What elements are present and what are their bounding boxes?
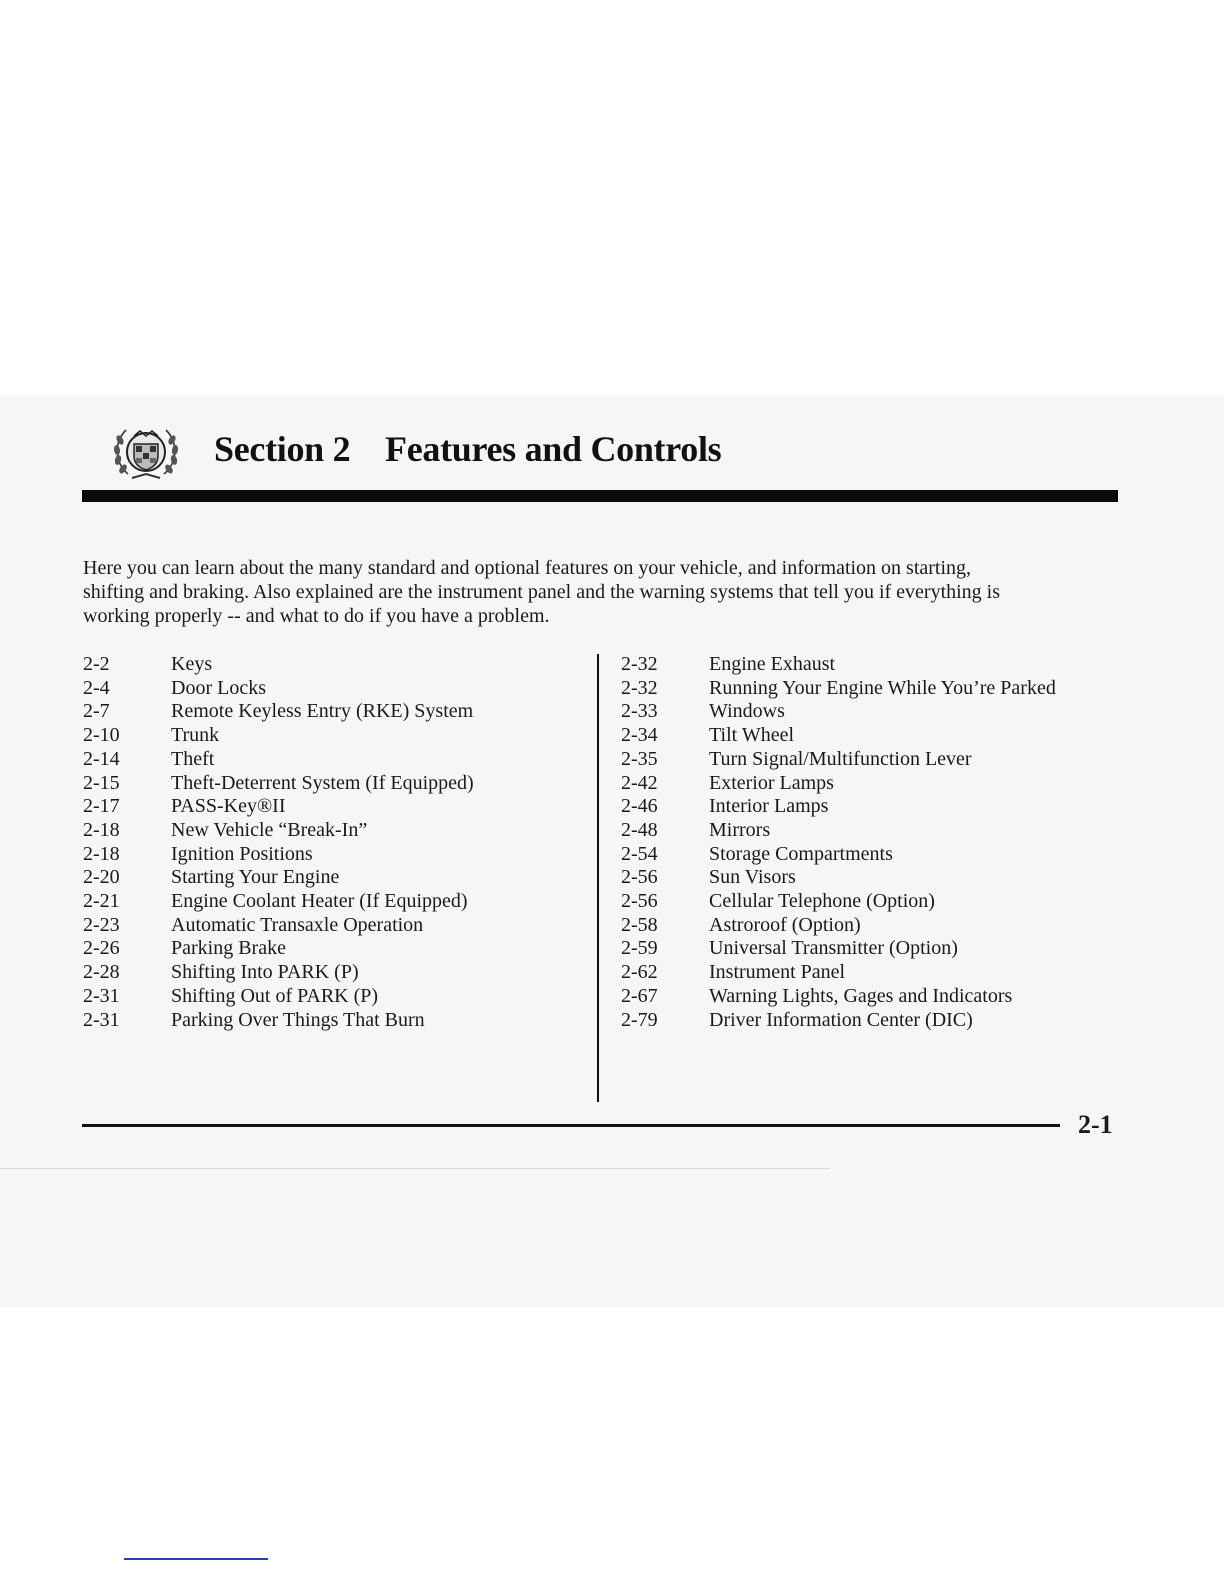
header-rule bbox=[82, 490, 1118, 502]
toc-page-number: 2-46 bbox=[621, 795, 658, 818]
intro-line: Here you can learn about the many standard and optional features on your vehicle, and information on starting, bbox=[83, 557, 972, 579]
toc-entry-title: Turn Signal/Multifunction Lever bbox=[709, 747, 972, 770]
toc-page-number: 2-7 bbox=[83, 700, 110, 723]
toc-page-number: 2-26 bbox=[83, 937, 120, 960]
toc-page-number: 2-18 bbox=[83, 842, 120, 865]
toc-page-number: 2-32 bbox=[621, 676, 658, 699]
toc-entry[interactable] bbox=[83, 890, 583, 914]
toc-page-number: 2-62 bbox=[621, 961, 658, 984]
toc-entry[interactable] bbox=[621, 700, 1121, 724]
toc-entry-title: Running Your Engine While You’re Parked bbox=[709, 676, 1056, 699]
toc-entry-title: Ignition Positions bbox=[171, 842, 313, 865]
toc-entry-title: Engine Exhaust bbox=[709, 653, 836, 675]
toc-page-number: 2-48 bbox=[621, 818, 658, 841]
toc-page-number: 2-56 bbox=[621, 890, 658, 913]
toc-entry[interactable] bbox=[621, 1009, 1121, 1033]
toc-page-number: 2-42 bbox=[621, 771, 658, 794]
toc-entry-title: Mirrors bbox=[709, 818, 771, 841]
toc-left-column bbox=[83, 653, 583, 1032]
toc-entry[interactable] bbox=[83, 914, 583, 938]
toc-right-column bbox=[621, 653, 1121, 1032]
toc-entry[interactable] bbox=[621, 819, 1121, 843]
toc-entry[interactable] bbox=[83, 843, 583, 867]
column-divider bbox=[597, 654, 599, 1102]
toc-entry[interactable] bbox=[83, 866, 583, 890]
toc-entry[interactable] bbox=[621, 677, 1121, 701]
toc-entry[interactable] bbox=[621, 795, 1121, 819]
toc-entry-title: Driver Information Center (DIC) bbox=[709, 1008, 973, 1031]
toc-entry[interactable] bbox=[83, 700, 583, 724]
toc-entry[interactable] bbox=[621, 985, 1121, 1009]
toc-entry-title: Shifting Into PARK (P) bbox=[171, 961, 359, 984]
toc-entry[interactable] bbox=[621, 961, 1121, 985]
toc-entry-title: Starting Your Engine bbox=[171, 866, 340, 889]
toc-entry[interactable] bbox=[621, 748, 1121, 772]
toc-entry-title: Cellular Telephone (Option) bbox=[709, 890, 935, 913]
toc-page-number: 2-58 bbox=[621, 913, 658, 936]
toc-entry[interactable] bbox=[83, 795, 583, 819]
toc-entry[interactable] bbox=[621, 890, 1121, 914]
toc-entry[interactable] bbox=[83, 724, 583, 748]
toc-page-number: 2-28 bbox=[83, 961, 120, 984]
toc-entry-title: Door Locks bbox=[171, 676, 266, 699]
footer-underline[interactable] bbox=[124, 1558, 268, 1560]
toc-entry-title: Trunk bbox=[171, 724, 220, 747]
toc-page-number: 2-4 bbox=[83, 676, 110, 699]
toc-entry-title: Tilt Wheel bbox=[709, 724, 795, 747]
toc-entry-title: Keys bbox=[171, 653, 213, 675]
intro-line: shifting and braking. Also explained are the instrument panel and the warning systems that tell you if everything is bbox=[83, 581, 1001, 603]
toc-entry[interactable] bbox=[621, 843, 1121, 867]
section-label: Section 2 bbox=[214, 429, 351, 469]
toc-entry[interactable] bbox=[83, 748, 583, 772]
toc-entry[interactable] bbox=[621, 724, 1121, 748]
toc-entry-title: Engine Coolant Heater (If Equipped) bbox=[171, 890, 468, 913]
toc-entry[interactable] bbox=[83, 819, 583, 843]
toc-page-number: 2-32 bbox=[621, 653, 658, 675]
toc-entry[interactable] bbox=[83, 677, 583, 701]
toc-entry-title: Astroroof (Option) bbox=[709, 913, 861, 936]
toc-page-number: 2-67 bbox=[621, 984, 658, 1007]
toc-entry[interactable] bbox=[83, 961, 583, 985]
toc-page-number: 2-23 bbox=[83, 913, 120, 936]
toc-page-number: 2-56 bbox=[621, 866, 658, 889]
page-number: 2-1 bbox=[1078, 1110, 1113, 1139]
toc-entry-title: Warning Lights, Gages and Indicators bbox=[709, 984, 1013, 1007]
toc-page-number: 2-17 bbox=[83, 795, 120, 818]
toc-page-number: 2-54 bbox=[621, 842, 658, 865]
toc-entry[interactable] bbox=[621, 866, 1121, 890]
toc-page-number: 2-2 bbox=[83, 653, 110, 675]
toc-entry-title: Instrument Panel bbox=[709, 961, 846, 984]
toc-page-number: 2-14 bbox=[83, 747, 120, 770]
toc-entry-title: New Vehicle “Break-In” bbox=[171, 818, 368, 841]
toc-entry[interactable] bbox=[83, 937, 583, 961]
toc-entry[interactable] bbox=[621, 772, 1121, 796]
toc-page-number: 2-35 bbox=[621, 747, 658, 770]
toc-page-number: 2-31 bbox=[83, 1008, 120, 1031]
toc-entry-title: Sun Visors bbox=[709, 866, 796, 889]
toc-page-number: 2-59 bbox=[621, 937, 658, 960]
page-title: Features and Controls bbox=[385, 429, 722, 469]
toc-page-number: 2-15 bbox=[83, 771, 120, 794]
toc-entry[interactable] bbox=[621, 937, 1121, 961]
cadillac-crest-icon bbox=[106, 418, 186, 488]
toc-entry-title: Theft-Deterrent System (If Equipped) bbox=[171, 771, 474, 794]
toc-page-number: 2-79 bbox=[621, 1008, 658, 1031]
toc-entry-title: Automatic Transaxle Operation bbox=[171, 913, 424, 936]
toc-entry-title: Exterior Lamps bbox=[709, 771, 834, 794]
toc-entry-title: Windows bbox=[709, 700, 785, 723]
toc-page-number: 2-34 bbox=[621, 724, 658, 747]
toc-page-number: 2-21 bbox=[83, 890, 120, 913]
toc-entry-title: Remote Keyless Entry (RKE) System bbox=[171, 700, 474, 723]
toc-page-number: 2-10 bbox=[83, 724, 120, 747]
toc-entry[interactable] bbox=[83, 772, 583, 796]
toc-entry-title: Theft bbox=[171, 747, 215, 770]
toc-entry-title: PASS-Key®II bbox=[171, 795, 286, 818]
scan-line bbox=[0, 1168, 830, 1169]
toc-entry-title: Parking Brake bbox=[171, 937, 286, 960]
toc-entry[interactable] bbox=[621, 653, 1121, 677]
toc-page-number: 2-20 bbox=[83, 866, 120, 889]
toc-entry-title: Parking Over Things That Burn bbox=[171, 1008, 425, 1031]
toc-entry-title: Storage Compartments bbox=[709, 842, 893, 865]
footer-rule bbox=[82, 1124, 1060, 1127]
toc-entry[interactable] bbox=[621, 914, 1121, 938]
toc-entry-title: Shifting Out of PARK (P) bbox=[171, 984, 379, 1007]
intro-paragraph bbox=[83, 556, 1103, 628]
toc-entry-title: Universal Transmitter (Option) bbox=[709, 937, 958, 960]
toc-page-number: 2-31 bbox=[83, 984, 120, 1007]
toc-entry[interactable] bbox=[83, 653, 583, 677]
toc-entry-title: Interior Lamps bbox=[709, 795, 829, 818]
toc-page-number: 2-33 bbox=[621, 700, 658, 723]
toc-page-number: 2-18 bbox=[83, 818, 120, 841]
intro-line: working properly -- and what to do if you have a problem. bbox=[83, 605, 550, 627]
toc-entry[interactable] bbox=[83, 985, 583, 1009]
toc-entry[interactable] bbox=[83, 1009, 583, 1033]
